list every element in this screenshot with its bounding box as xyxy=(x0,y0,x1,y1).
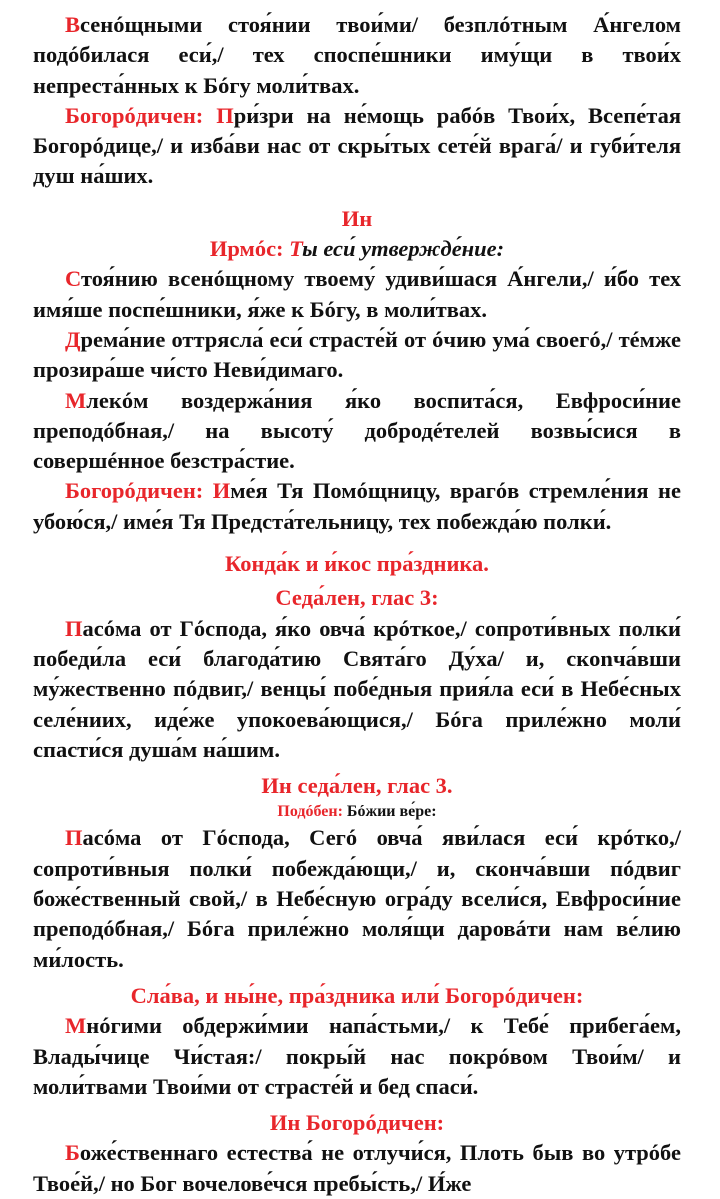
verse-text: асóма от Гóспода, я́ко овча́ крóткое,/ сопроти́вных полки́ победи́ла еси́ благода́тию Свята́го Ду́ха/ и, скonча́вши му́жественно пóдвиг,/ венцы́ побе́дныя прия́ла еси́ в Небе́сных селе́ниих, иде́же упокоева́ющися,/ Бóга приле́жно моли́ спасти́ся душа́м на́шим. xyxy=(33,615,681,762)
rubric-label: Богорóдичен: xyxy=(65,102,217,128)
verse-text: ме́я Тя Помóщницу, врагóв стремле́ния не убою́ся,/ име́я Тя Предста́тельницу, тех побежда́ю полки́. xyxy=(33,478,681,534)
irmos-text: ы еси́ утвержде́ние: xyxy=(302,236,505,262)
red-initial: Б xyxy=(65,1140,80,1166)
verse-text: рема́ние оттрясла́ еси́ страсте́й от óчию ума́ своегó,/ тéмже прозира́ше чи́сто Неви́димаго. xyxy=(33,326,681,383)
irmos-initial: Т xyxy=(289,236,303,262)
red-initial: М xyxy=(65,1013,87,1039)
heading-irmos xyxy=(33,234,681,264)
heading-slava: Сла́ва, и ны́не, пра́здника или́ Богорóдичен: xyxy=(130,982,584,1008)
verse-paragraph xyxy=(33,10,681,101)
page xyxy=(33,10,681,1199)
verse-text: асóма от Гóспода, Сегó овча́ яви́лася еси́ крóтко,/ сопроти́вныя полки́ побежда́ющи,/ и, сконча́вши пóдвиг боже́ственный свой,/ в Небе́сную огра́ду всели́ся, Евфроси́ние преподóбная,/ Бóга приле́жно моля́щи даровáти нам ве́лию ми́лость. xyxy=(33,825,681,972)
verse-paragraph xyxy=(33,325,681,386)
heading-sedalen: Седа́лен, глас 3: xyxy=(275,585,439,611)
red-initial: П xyxy=(65,615,83,641)
theotokion-paragraph xyxy=(33,101,681,192)
red-initial: М xyxy=(65,387,87,413)
verse-text: ри́зри на не́мощь рабóв Твои́х, Всепе́тая Богорóдице,/ и изба́ви нас от скры́тых сете́й врага́/ и губи́теля душ на́ших. xyxy=(33,102,681,189)
verse-paragraph xyxy=(33,264,681,325)
red-initial: И xyxy=(212,478,231,504)
heading-in-bogorodichen: Ин Богорóдичен: xyxy=(269,1110,445,1136)
red-initial: П xyxy=(216,102,234,128)
verse-text: нóгими обдержи́мии напа́стьми,/ к Тебе́ прибега́ем, Влады́чице Чи́стая:/ покры́й нас покрóвом Твои́м/ и моли́твами Твои́ми от страсте́й и бед спаси́. xyxy=(33,1013,681,1099)
verse-paragraph xyxy=(33,1011,681,1102)
verse-paragraph xyxy=(33,823,681,974)
rubric-label: Ирмóс: xyxy=(209,236,290,262)
heading-kondak: Конда́к и и́кос пра́здника. xyxy=(225,551,489,577)
red-initial: В xyxy=(65,12,81,37)
red-initial: Д xyxy=(65,326,81,352)
heading-in: Ин xyxy=(341,205,373,231)
verse-text: сенóщными стоя́нии твои́ми/ безплóтным А́нгелом подóбилася еси́,/ тех споспе́шники иму́щи в твои́х непреста́нных к Бóгу моли́твах. xyxy=(33,12,681,98)
verse-paragraph xyxy=(33,386,681,477)
rubric-label: Богорóдичен: xyxy=(65,478,213,504)
heading-in-sedalen: Ин седа́лен, глас 3. xyxy=(261,773,453,799)
theotokion-paragraph xyxy=(33,476,681,537)
rubric-label: Подóбен: xyxy=(277,803,347,821)
verse-text: оже́ственнаго естества́ не отлучи́ся, Плоть быв во утрóбе Твое́й,/ но Бог вочелове́чся пребы́сть,/ И́же xyxy=(33,1140,681,1196)
red-initial: С xyxy=(65,266,81,292)
verse-paragraph xyxy=(33,1138,681,1199)
heading-podoben xyxy=(33,801,681,823)
podoben-text: Бóжии ве́ре: xyxy=(346,803,437,821)
verse-paragraph xyxy=(33,614,681,765)
verse-text: тоя́нию всенóщному твоему́ удиви́шася А́нгели,/ и́бо тех имя́ше поспе́шники, я́же к Бóгу, в моли́твах. xyxy=(33,266,681,322)
red-initial: П xyxy=(65,825,83,851)
verse-text: лекóм воздержа́ния я́ко воспита́ся, Евфроси́ние преподóбная,/ на высоту́ добродéтелей возвы́сися в совершéнное безстра́стие. xyxy=(33,387,681,474)
